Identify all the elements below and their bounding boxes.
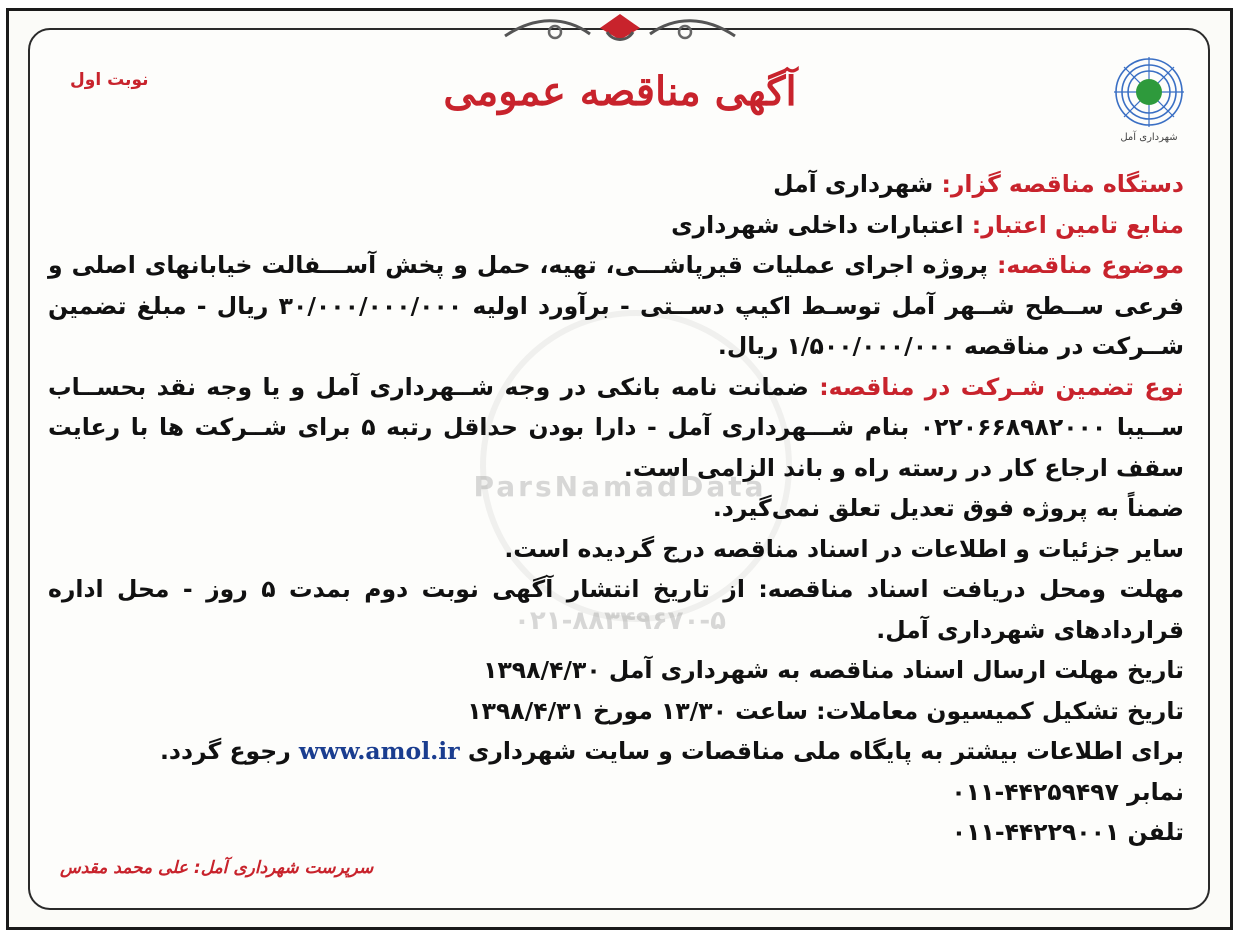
phone-number: ۰۱۱-۴۴۲۲۹۰۰۱	[951, 818, 1120, 846]
notice-body	[48, 164, 1184, 853]
municipality-logo	[1108, 52, 1190, 152]
fax-label: نمابر	[1127, 777, 1184, 806]
details-note: سایر جزئیات و اطلاعات در اسناد مناقصه درج گردیده است.	[504, 534, 1184, 563]
phone-label: تلفن	[1127, 818, 1184, 846]
agency-label: دستگاه مناقصه گزار:	[941, 170, 1184, 198]
logo-caption: شهرداری آمل	[1120, 132, 1178, 143]
more-info-tail: رجوع گردد.	[159, 737, 291, 765]
subject-paragraph	[48, 245, 1184, 367]
watermark-phone: ۰۲۱-۸۸۳۴۹۶۷۰-۵	[513, 606, 726, 636]
website-link[interactable]: www.amol.ir	[298, 737, 460, 765]
phone-line	[48, 812, 1184, 853]
funding-value: اعتبارات داخلی شهرداری	[671, 210, 964, 239]
more-info-text: برای اطلاعات بیشتر به پایگاه ملی مناقصات و سایت شهرداری	[467, 737, 1184, 765]
guarantee-value: ضمانت نامه بانکی در وجه شــهرداری آمل و یا وجه نقد بحســاب ســیبا ۰۲۲۰۶۶۸۹۸۲۰۰۰ بنام شـــهرداری آمل - دارا بودن حداقل رتبه ۵ برای شــرکت ها با رعایت سقف ارجاع کار در رسته راه و باند الزامی است.	[48, 372, 1185, 482]
funding-line	[48, 205, 1184, 246]
subject-value: پروژه اجرای عملیات قیرپاشـــی، تهیه، حمل و پخش آســـفالت خیابانهای اصلی و فرعی ســطح شــهر آمل توسـط اکیپ دســتی - برآورد اولیه ۳۰/۰۰۰/۰۰۰/۰۰۰ ریال - مبلغ تضمین شــرکت در مناقصه ۱/۵۰۰/۰۰۰/۰۰۰ ریال.	[48, 251, 1184, 360]
signature-line: سرپرست شهرداری آمل: علی محمد مقدس	[60, 858, 374, 878]
agency-value: شهرداری آمل	[773, 170, 934, 198]
funding-label: منابع تامین اعتبار:	[971, 210, 1184, 239]
commission-date-line: تاریخ تشکیل کمیسیون معاملات: ساعت ۱۳/۳۰ مورخ ۱۳۹۸/۴/۳۱	[467, 696, 1184, 725]
more-info-line	[48, 731, 1184, 772]
guarantee-label: نوع تضمین شـرکت در مناقصه:	[819, 372, 1184, 401]
adjustment-note: ضمناً به پروژه فوق تعدیل تعلق نمی‌گیرد.	[712, 494, 1184, 522]
flower-logo-icon	[1108, 52, 1190, 132]
agency-line	[48, 164, 1184, 205]
subject-label: موضوع مناقصه:	[997, 251, 1184, 279]
deadline-paragraph: مهلت ومحل دریافت اسناد مناقصه: از تاریخ انتشار آگهی نوبت دوم بمدت ۵ روز - محل اداره قراردادهای شهرداری آمل.	[48, 575, 1184, 644]
round-label: نوبت اول	[70, 70, 149, 90]
fax-line	[48, 772, 1184, 813]
fax-number: ۰۱۱-۴۴۲۵۹۴۹۷	[951, 777, 1119, 806]
submit-date-line: تاریخ مهلت ارسال اسناد مناقصه به شهرداری آمل ۱۳۹۸/۴/۳۰	[483, 656, 1184, 684]
watermark-brand: ParsNamadData	[473, 470, 767, 503]
notice-title: آگهی مناقصه عمومی	[443, 68, 797, 115]
guarantee-paragraph	[48, 367, 1184, 489]
ornament-icon	[495, 6, 745, 46]
